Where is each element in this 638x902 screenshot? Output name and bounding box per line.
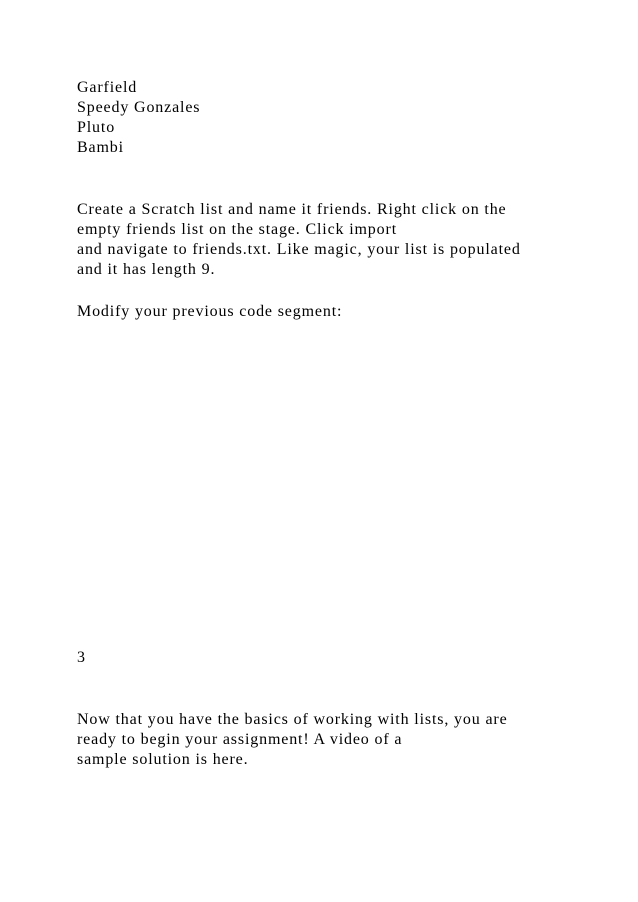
instruction-line-1: Create a Scratch list and name it friends. Right click on the: [77, 201, 507, 218]
modify-prompt: Modify your previous code segment:: [77, 303, 343, 320]
instruction-line-2: empty friends list on the stage. Click import: [77, 221, 397, 238]
instruction-line-4: and it has length 9.: [77, 261, 216, 278]
name-pluto: Pluto: [77, 119, 116, 136]
closing-line-3: sample solution is here.: [77, 751, 249, 768]
closing-line-2: ready to begin your assignment! A video of a: [77, 731, 403, 748]
closing-line-1: Now that you have the basics of working with lists, you are: [77, 711, 508, 728]
instruction-line-3: and navigate to friends.txt. Like magic, your list is populated: [77, 241, 521, 258]
page-number: 3: [77, 649, 86, 666]
name-bambi: Bambi: [77, 139, 124, 156]
name-garfield: Garfield: [77, 79, 138, 96]
name-speedy-gonzales: Speedy Gonzales: [77, 99, 201, 116]
